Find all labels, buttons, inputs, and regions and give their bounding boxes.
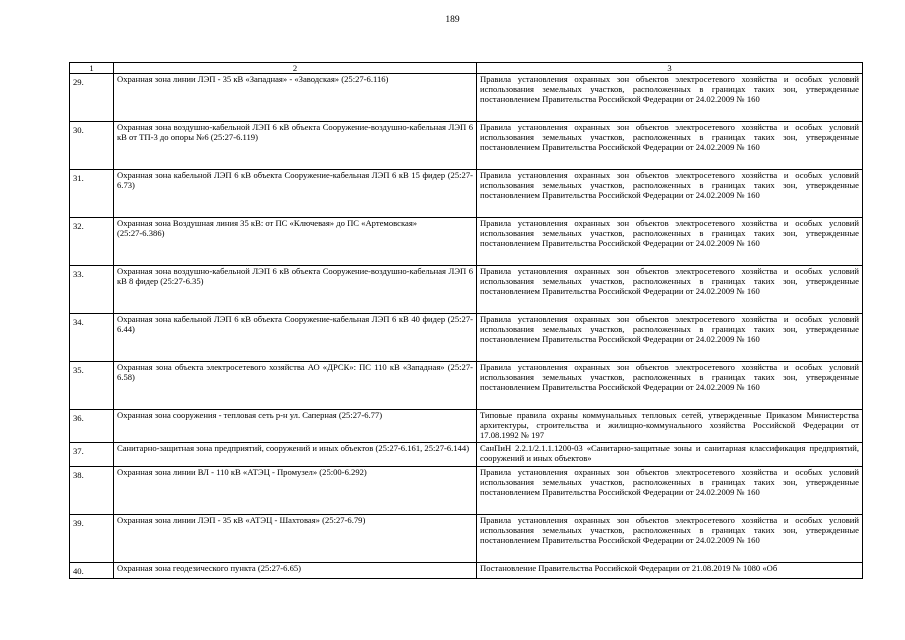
table-row xyxy=(70,515,863,563)
legal-basis-cell: Правила установления охранных зон объектов электросетевого хозяйства и особых условий использования земельных участков, расположенных в границах таких зон, утвержденные постановлением Правительства Российской Федерации от 24.02.2009 № 160 xyxy=(477,314,863,362)
page-number: 189 xyxy=(445,15,460,25)
row-number-cell: 35. xyxy=(70,362,114,410)
row-number-cell: 29. xyxy=(70,74,114,122)
table-header-row xyxy=(70,63,863,74)
legal-basis-cell: Правила установления охранных зон объектов электросетевого хозяйства и особых условий использования земельных участков, расположенных в границах таких зон, утвержденные постановлением Правительства Российской Федерации от 24.02.2009 № 160 xyxy=(477,515,863,563)
table-row xyxy=(70,563,863,579)
row-number-cell: 33. xyxy=(70,266,114,314)
table-row xyxy=(70,170,863,218)
zone-description-cell: Охранная зона кабельной ЛЭП 6 кВ объекта Сооружение-кабельная ЛЭП 6 кВ 15 фидер (25:27-6.73) xyxy=(114,170,477,218)
table-row xyxy=(70,314,863,362)
zone-description-cell: Охранная зона геодезического пункта (25:27-6.65) xyxy=(114,563,477,579)
zone-description-cell: Охранная зона линии ВЛ - 110 кВ «АТЭЦ - Промузел» (25:00-6.292) xyxy=(114,467,477,515)
zones-table xyxy=(69,62,863,579)
table-row xyxy=(70,443,863,467)
legal-basis-cell: Правила установления охранных зон объектов электросетевого хозяйства и особых условий использования земельных участков, расположенных в границах таких зон, утвержденные постановлением Правительства Российской Федерации от 24.02.2009 № 160 xyxy=(477,467,863,515)
legal-basis-cell: Постановление Правительства Российской Федерации от 21.08.2019 № 1080 «Об xyxy=(477,563,863,579)
legal-basis-cell: Правила установления охранных зон объектов электросетевого хозяйства и особых условий использования земельных участков, расположенных в границах таких зон, утвержденные постановлением Правительства Российской Федерации от 24.02.2009 № 160 xyxy=(477,170,863,218)
row-number-cell: 38. xyxy=(70,467,114,515)
legal-basis-cell: Типовые правила охраны коммунальных тепловых сетей, утвержденные Приказом Министерства архитектуры, строительства и жилищно-коммунального хозяйства Российской Федерации от 17.08.1992 № 197 xyxy=(477,410,863,443)
row-number-cell: 31. xyxy=(70,170,114,218)
legal-basis-cell: Правила установления охранных зон объектов электросетевого хозяйства и особых условий использования земельных участков, расположенных в границах таких зон, утвержденные постановлением Правительства Российской Федерации от 24.02.2009 № 160 xyxy=(477,218,863,266)
row-number-cell: 30. xyxy=(70,122,114,170)
row-number-cell: 37. xyxy=(70,443,114,467)
zone-description-cell: Охранная зона Воздушная линия 35 кВ: от ПС «Ключевая» до ПС «Артемовская» (25:27-6.386) xyxy=(114,218,477,266)
table-row xyxy=(70,122,863,170)
row-number-cell: 34. xyxy=(70,314,114,362)
legal-basis-cell: СанПиН 2.2.1/2.1.1.1200-03 «Санитарно-защитные зоны и санитарная классификация предприятий, сооружений и иных объектов» xyxy=(477,443,863,467)
column-header-2: 2 xyxy=(114,63,477,74)
zone-description-cell: Охранная зона сооружения - тепловая сеть р-н ул. Саперная (25:27-6.77) xyxy=(114,410,477,443)
row-number-cell: 36. xyxy=(70,410,114,443)
zone-description-cell: Охранная зона линии ЛЭП - 35 кВ «Западная» - «Заводская» (25:27-6.116) xyxy=(114,74,477,122)
row-number-cell: 39. xyxy=(70,515,114,563)
table-row xyxy=(70,410,863,443)
legal-basis-cell: Правила установления охранных зон объектов электросетевого хозяйства и особых условий использования земельных участков, расположенных в границах таких зон, утвержденные постановлением Правительства Российской Федерации от 24.02.2009 № 160 xyxy=(477,362,863,410)
table-row xyxy=(70,218,863,266)
row-number-cell: 32. xyxy=(70,218,114,266)
column-header-3: 3 xyxy=(477,63,863,74)
zone-description-cell: Охранная зона кабельной ЛЭП 6 кВ объекта Сооружение-кабельная ЛЭП 6 кВ 40 фидер (25:27-6.44) xyxy=(114,314,477,362)
zones-table-body xyxy=(70,63,863,579)
table-row xyxy=(70,467,863,515)
legal-basis-cell: Правила установления охранных зон объектов электросетевого хозяйства и особых условий использования земельных участков, расположенных в границах таких зон, утвержденные постановлением Правительства Российской Федерации от 24.02.2009 № 160 xyxy=(477,266,863,314)
table-row xyxy=(70,362,863,410)
zone-description-cell: Охранная зона линии ЛЭП - 35 кВ «АТЭЦ - Шахтовая» (25:27-6.79) xyxy=(114,515,477,563)
row-number-cell: 40. xyxy=(70,563,114,579)
zone-description-cell: Охранная зона воздушно-кабельной ЛЭП 6 кВ объекта Сооружение-воздушно-кабельная ЛЭП 6 кВ от ТП-3 до опоры №6 (25:27-6.119) xyxy=(114,122,477,170)
zone-description-cell: Санитарно-защитная зона предприятий, сооружений и иных объектов (25:27-6.161, 25:27-6.144) xyxy=(114,443,477,467)
legal-basis-cell: Правила установления охранных зон объектов электросетевого хозяйства и особых условий использования земельных участков, расположенных в границах таких зон, утвержденные постановлением Правительства Российской Федерации от 24.02.2009 № 160 xyxy=(477,74,863,122)
zone-description-cell: Охранная зона воздушно-кабельной ЛЭП 6 кВ объекта Сооружение-воздушно-кабельная ЛЭП 6 кВ 8 фидер (25:27-6.35) xyxy=(114,266,477,314)
legal-basis-cell: Правила установления охранных зон объектов электросетевого хозяйства и особых условий использования земельных участков, расположенных в границах таких зон, утвержденные постановлением Правительства Российской Федерации от 24.02.2009 № 160 xyxy=(477,122,863,170)
table-row xyxy=(70,266,863,314)
table-row xyxy=(70,74,863,122)
zone-description-cell: Охранная зона объекта электросетевого хозяйства АО «ДРСК»: ПС 110 кВ «Западная» (25:27-6.58) xyxy=(114,362,477,410)
column-header-1: 1 xyxy=(70,63,114,74)
